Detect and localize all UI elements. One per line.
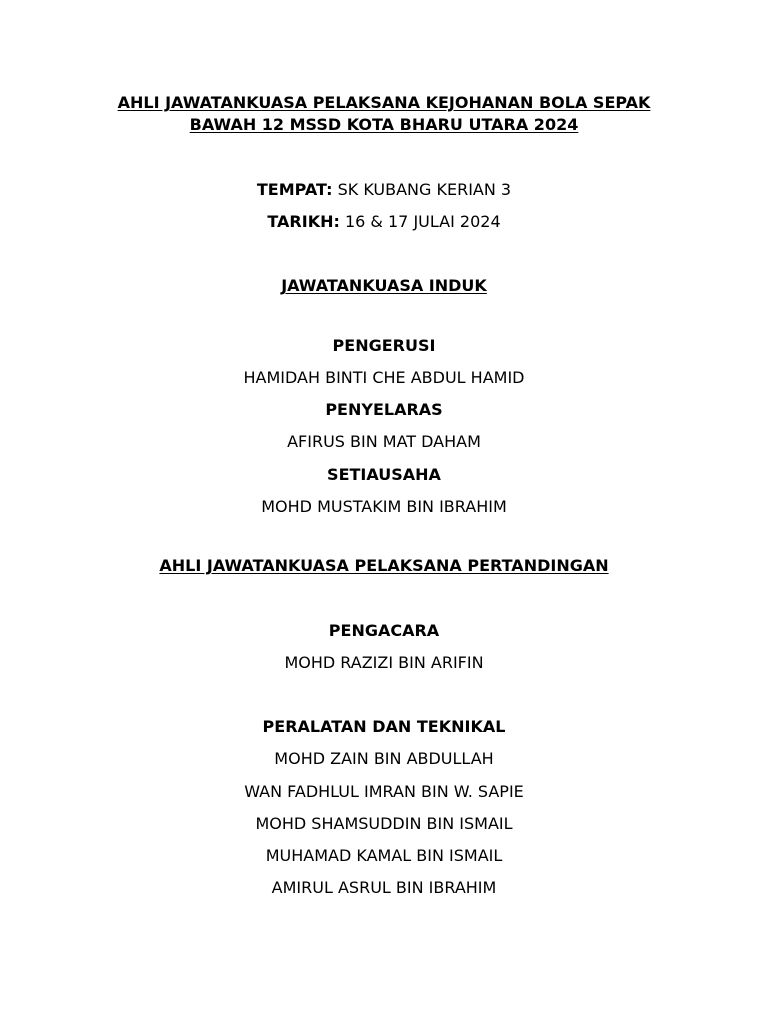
main-committee-heading: JAWATANKUASA INDUK (281, 276, 487, 295)
member-name: MOHD ZAIN BIN ABDULLAH (274, 749, 494, 768)
member-name: MOHD MUSTAKIM BIN IBRAHIM (261, 497, 507, 516)
role-title: SETIAUSAHA (327, 465, 441, 484)
date-line (0, 212, 768, 232)
member-name: HAMIDAH BINTI CHE ABDUL HAMID (243, 368, 525, 387)
role-title: PERALATAN DAN TEKNIKAL (262, 717, 506, 736)
title-line-1: AHLI JAWATANKUASA PELAKSANA KEJOHANAN BOLA SEPAK (117, 93, 651, 112)
date-label: TARIKH: (267, 212, 340, 231)
competition-committee-heading: AHLI JAWATANKUASA PELAKSANA PERTANDINGAN (159, 556, 609, 575)
date-value: 16 & 17 JULAI 2024 (344, 212, 501, 231)
venue-label: TEMPAT: (256, 180, 333, 199)
member-name: MOHD SHAMSUDDIN BIN ISMAIL (255, 814, 513, 833)
member-name: AMIRUL ASRUL BIN IBRAHIM (271, 878, 497, 897)
venue-value: SK KUBANG KERIAN 3 (337, 180, 512, 199)
venue-line (0, 180, 768, 200)
title-line-2: BAWAH 12 MSSD KOTA BHARU UTARA 2024 (189, 115, 579, 134)
role-title: PENGACARA (328, 621, 440, 640)
role-title: PENYELARAS (325, 400, 443, 419)
member-name: MUHAMAD KAMAL BIN ISMAIL (265, 846, 503, 865)
role-title: PENGERUSI (332, 336, 436, 355)
member-name: WAN FADHLUL IMRAN BIN W. SAPIE (244, 782, 524, 801)
member-name: MOHD RAZIZI BIN ARIFIN (284, 653, 484, 672)
member-name: AFIRUS BIN MAT DAHAM (287, 432, 481, 451)
